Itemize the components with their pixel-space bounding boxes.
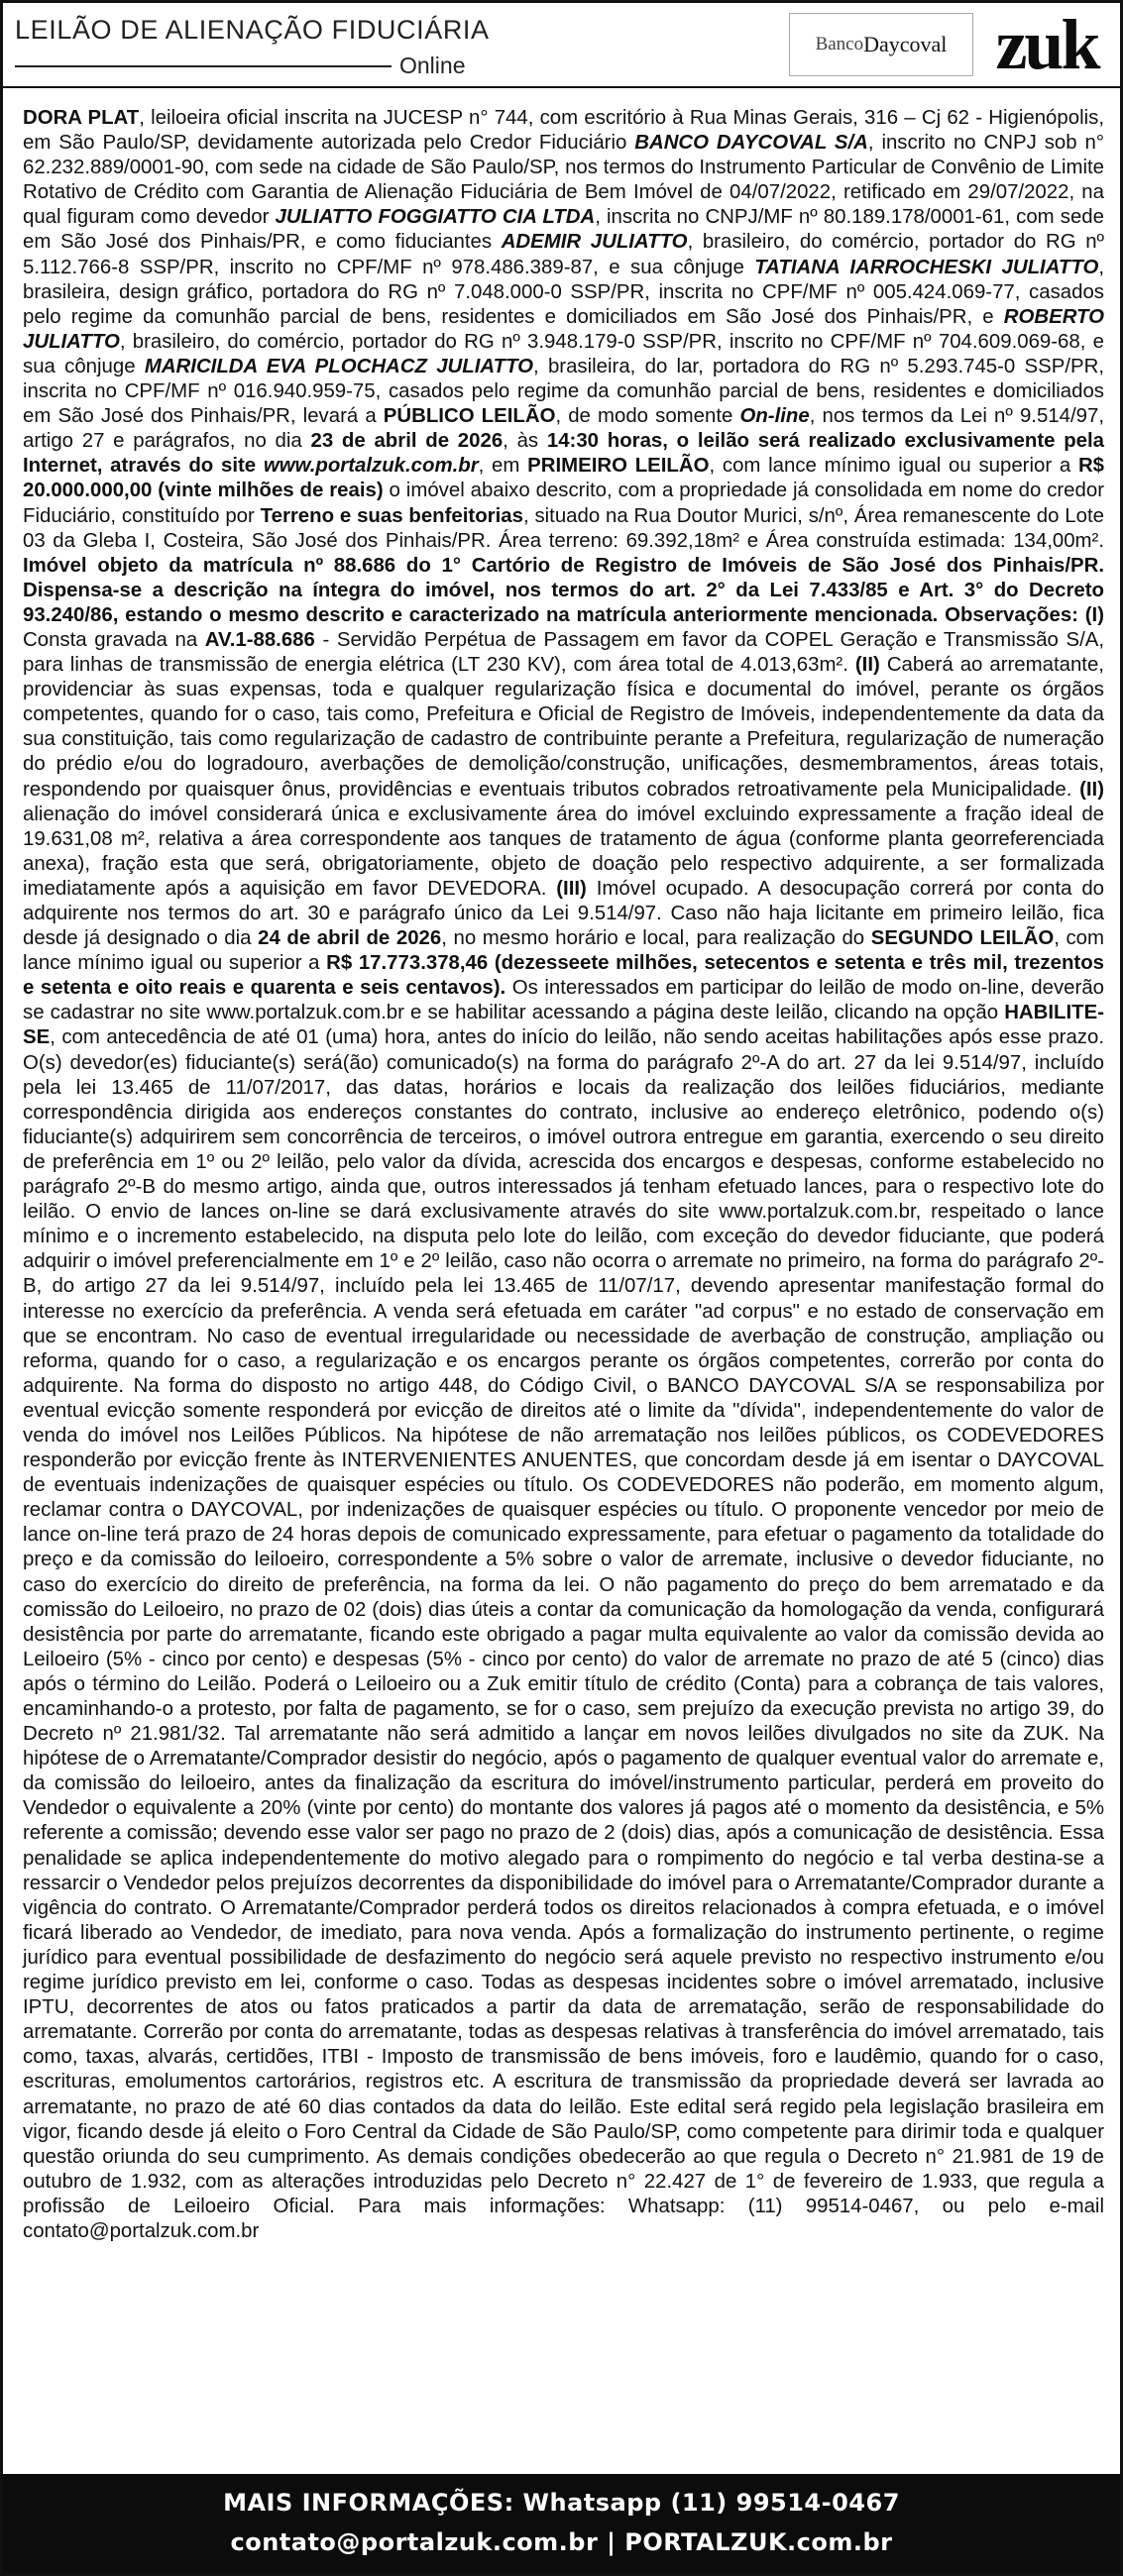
text-run: Os interessados em participar do leilão de modo on-line, deverão se cadastrar no site www.portalzuk.com.br e se habilitar acessando a página deste leilão, clicando na opção	[23, 977, 1104, 1024]
text-run: alienação do imóvel considerará única e exclusivamente área do imóvel excluindo expressamente a fração ideal de 19.631,08 m², relativa a área correspondente aos tanques de tratamento de água (conforme planta georreferenciada anexa), fração esta que será, obrigatoriamente, objeto de doação pelo respectivo adquirente, a ser formalizada imediatamente após a aquisição em favor DEVEDORA.	[23, 803, 1104, 900]
fiduciante-name: MARICILDA EVA PLOCHACZ JULIATTO	[144, 355, 534, 377]
first-auction-minimum-bid: R$ 20.000.000,00 (vinte milhões de reais)	[23, 455, 1105, 502]
edital-paragraph	[23, 106, 1104, 2244]
text-run: , de modo somente	[555, 405, 740, 428]
registry-entry: AV.1-88.686	[204, 628, 315, 651]
second-auction-minimum-bid: R$ 17.773.378,46 (dezesseete milhões, setecentos e setenta e três mil, trezentos e setenta e oito reais e quarenta e seis centavos).	[23, 952, 1105, 1000]
auctioneer-name: DORA PLAT	[23, 107, 140, 129]
habilite-se-label: HABILITE-SE	[23, 1002, 1104, 1049]
auction-time-note: 14:30 horas, o leilão será realizado exclusivamente pela Internet, através do site	[23, 430, 1105, 478]
title-underline	[15, 65, 392, 67]
text-run: Caberá ao arrematante, providenciar às suas expensas, toda e qualquer regularização física e documental do imóvel, perante os órgãos competentes, quando for o caso, tais como, Prefeitura e Oficial de Registro de Imóveis, independentemente da data da sua constituição, tais como regularização de cadastro de contribuinte perante a Prefeitura, regularização de numeração do prédio e/ou do logradouro, averbações de demolição/construção, unificações, desmembramentos, áreas totais, respondendo por quaisquer ônus, providências e eventuais tributos cobrados retroativamente pela Municipalidade.	[23, 654, 1104, 801]
observation-marker: (I)	[1084, 603, 1104, 626]
first-auction-label: PRIMEIRO LEILÃO	[527, 455, 710, 478]
observation-marker: (III)	[556, 877, 587, 900]
text-run: o imóvel abaixo descrito, com a propriedade já consolidada em nome do credor Fiduciário, constituído por	[23, 480, 1104, 527]
text-run: , brasileira, do lar, portadora do RG nº 5.293.745-0 SSP/PR, inscrita no CPF/MF nº 016.940.959-75, casados pelo regime da comunhão parcial de bens, residentes e domiciliados em São José dos Pinhais/PR, levará a	[23, 355, 1104, 428]
public-auction-label: PÚBLICO LEILÃO	[383, 405, 556, 428]
first-auction-date: 23 de abril de 2026	[310, 430, 504, 453]
notice-subtitle: Online	[399, 53, 466, 78]
property-type: Terreno e suas benfeitorias	[260, 504, 523, 527]
text-run: , às	[503, 430, 547, 453]
text-run: , brasileiro, do comércio, portador do RG nº 5.112.766-8 SSP/PR, inscrito no CPF/MF nº 978.486.389-87, e sua cônjuge	[23, 231, 1104, 278]
notice-header	[3, 3, 1120, 88]
text-run: , com lance mínimo igual ou superior a	[23, 927, 1105, 975]
banco-daycoval-logo	[789, 13, 973, 76]
second-auction-label: SEGUNDO LEILÃO	[870, 927, 1055, 950]
property-registry: Imóvel objeto da matrícula nº 88.686 do 1° Cartório de Registro de Imóveis de São José dos Pinhais/PR. Dispensa-se a descrição na íntegra do imóvel, nos termos do art. 2° da Lei 7.433/85 e Art. 3° do Decreto 93.240/86, estando o mesmo descrito e caracterizado na matrícula anteriormente mencionada. Observações:	[23, 554, 1104, 626]
fiduciante-name: ADEMIR JULIATTO	[501, 231, 688, 254]
text-run: , leiloeira oficial inscrita na JUCESP n° 744, com escritório à Rua Minas Gerais, 316 – Cj 62 - Higienópolis, em São Paulo/SP, devidamente autorizada pelo Credor Fiduciário	[23, 107, 1105, 155]
text-run: , inscrito no CNPJ sob n° 62.232.889/0001-90, com sede na cidade de São Paulo/SP, nos termos do Instrumento Particular de Convênio de Limite Rotativo de Crédito com Garantia de Alienação Fiduciária de Bem Imóvel de 04/07/2022, retificado em 29/07/2022, na qual figuram como devedor	[23, 132, 1104, 229]
online-label: On-line	[739, 405, 810, 428]
observation-marker: (II)	[854, 654, 880, 677]
text-run: Imóvel ocupado. A desocupação correrá por conta do adquirente nos termos do art. 30 e parágrafo único da Lei 9.514/97. Caso não haja licitante em primeiro leilão, fica desde já designado o dia	[23, 877, 1104, 950]
notice-title: LEILÃO DE ALIENAÇÃO FIDUCIÁRIA	[15, 15, 490, 45]
text-run: , no mesmo horário e local, para realização do	[441, 927, 871, 950]
text-run: , em	[478, 455, 528, 478]
text-run: , situado na Rua Doutor Murici, s/nº, Área remanescente do Lote 03 da Gleba I, Costeira, São José dos Pinhais/PR. Área terreno: 69.392,18m² e Área construída estimada: 134,00m².	[23, 504, 1104, 552]
text-run: - Servidão Perpétua de Passagem em favor da COPEL Geração e Transmissão S/A, para linhas de transmissão de energia elétrica (LT 230 KV), com área total de 4.013,63m².	[23, 628, 1104, 677]
text-run: , nos termos da Lei nº 9.514/97, artigo 27 e parágrafos, no dia	[23, 405, 1104, 453]
text-run: , brasileiro, do comércio, portador do RG nº 3.948.179-0 SSP/PR, inscrito no CPF/MF nº 704.609.069-68, e sua cônjuge	[23, 330, 1104, 377]
creditor-name: BANCO DAYCOVAL S/A	[634, 132, 868, 155]
fiduciante-name: TATIANA IARROCHESKI JULIATTO	[754, 256, 1099, 278]
auction-website: www.portalzuk.com.br	[263, 455, 479, 478]
second-auction-date: 24 de abril de 2026	[258, 927, 442, 950]
text-run: , brasileira, design gráfico, portadora do RG nº 7.048.000-0 SSP/PR, inscrita no CPF/MF nº 005.424.069-77, casados pelo regime da comunhão parcial de bens, residentes e domiciliados em São José dos Pinhais/PR, e	[23, 256, 1104, 328]
bank-logo-name: Daycoval	[863, 32, 948, 56]
debtor-name: JULIATTO FOGGIATTO CIA LTDA	[275, 206, 596, 229]
zuk-logo: zuk	[995, 4, 1098, 84]
text-run: Consta gravada na	[23, 628, 205, 651]
observation-marker: (II)	[1079, 778, 1104, 801]
text-run: , inscrita no CNPJ/MF nº 80.189.178/0001-61, com sede em São José dos Pinhais/PR, e como fiduciantes	[23, 206, 1104, 254]
footer-whatsapp-line: MAIS INFORMAÇÕES: Whatsapp (11) 99514-0467	[223, 2489, 900, 2517]
fiduciante-name: ROBERTO JULIATTO	[23, 305, 1104, 353]
bank-logo-prefix: Banco	[815, 34, 864, 54]
text-run: , com lance mínimo igual ou superior a	[709, 455, 1078, 478]
footer-email-site-line: contato@portalzuk.com.br | PORTALZUK.com.br	[230, 2528, 893, 2556]
edital-text	[23, 106, 1104, 2244]
text-run: , com antecedência de até 01 (uma) hora, antes do início do leilão, não sendo aceitas habilitações após esse prazo. O(s) devedor(es) fiduciante(s) será(ão) comunicado(s) na forma do parágrafo 2º-A do art. 27 da lei 9.514/97, incluído pela lei 13.465 de 11/07/2017, das datas, horários e locais da realização dos leilões fiduciários, mediante correspondência dirigida aos endereços constantes do contrato, inclusive ao endereço eletrônico, podendo o(s) fiduciante(s) adquirirem sem concorrência de terceiros, o imóvel outrora entregue em garantia, exercendo o seu direito de preferência em 1º ou 2º leilão, pelo valor da dívida, acrescida dos encargos e despesas, conforme estabelecido no parágrafo 2º-B do mesmo artigo, ainda que, outros interessados já tenham efetuado lances, para o respectivo lote do leilão. O envio de lances on-line se dará exclusivamente através do site www.portalzuk.com.br, respeitado o lance mínimo e o incremento estabelecido, na disputa pelo lote do leilão, com exceção do devedor fiduciante, que poderá adquirir o imóvel preferencialmente em 1º e 2º leilão, caso não ocorra o arremate no primeiro, na forma do parágrafo 2º-B, do artigo 27 da lei 9.514/97, incluído pela lei 13.465 de 11/07/17, devendo apresentar manifestação formal do interesse no exercício da preferência. A venda será efetuada em caráter "ad corpus" e no estado de conservação em que se encontram. No caso de eventual irregularidade ou necessidade de averbação de construção, ampliação ou reforma, quando for o caso, a regularização e os encargos perante os órgãos competentes, correrão por conta do adquirente. Na forma do disposto no artigo 448, do Código Civil, o BANCO DAYCOVAL S/A se responsabiliza por eventual evicção somente responderá por evicção de direitos até o limite da "dívida", independentemente do valor de venda do imóvel nos Leilões Públicos. Na hipótese de não arrematação nos leilões públicos, os CODEVEDORES responderão por evicção frente às INTERVENIENTES ANUENTES, que concordam desde já em isentar o DAYCOVAL de eventuais indenizações de quaisquer espécies ou título. Os CODEVEDORES não poderão, em momento algum, reclamar contra o DAYCOVAL, por indenizações de quaisquer espécies ou título. O proponente vencedor por meio de lance on-line terá prazo de 24 horas depois de comunicado expressamente, para efetuar o pagamento da totalidade do preço e da comissão do leiloeiro, correspondente a 5% sobre o valor de arremate, inclusive o devedor fiduciante, no caso do exercício do direito de preferência, na forma da lei. O não pagamento do preço do bem arrematado e da comissão do Leiloeiro, no prazo de 02 (dois) dias úteis a contar da comunicação da homologação da venda, configurará desistência por parte do arrematante, ficando este obrigado a pagar multa equivalente ao valor da comissão devida ao Leiloeiro (5% - cinco por cento) e despesas (5% - cinco por cento) do valor de arremate no prazo de até 5 (cinco) dias após o término do Leilão. Poderá o Leiloeiro ou a Zuk emitir título de crédito (Conta) para a cobrança de tais valores, encaminhando-o a protesto, por falta de pagamento, se for o caso, sem prejuízo da execução prevista no artigo 39, do Decreto nº 21.981/32. Tal arrematante não será admitido a lançar em novos leilões divulgados no site da ZUK. Na hipótese de o Arrematante/Comprador desistir do negócio, após o pagamento de qualquer eventual valor do arremate e, da comissão do leiloeiro, antes da finalização da escritura do imóvel/instrumento particular, perderá em proveito do Vendedor o equivalente a 20% (vinte por cento) do montante dos valores já pagos até o momento da desistência, e 5% referente a comissão; devendo esse valor ser pago no prazo de 2 (dois) dias, após a comunicação de desistência. Essa penalidade se aplica independentemente do motivo alegado para o rompimento do negócio e tal verba destina-se a ressarcir o Vendedor pelos prejuízos decorrentes da disponibilidade do imóvel para o Arrematante/Comprador durante a vigência do contrato. O Arrematante/Comprador perderá todos os direitos relacionados à compra efetuada, e o imóvel ficará liberado ao Vendedor, de imediato, para nova venda. Após a formalização do instrumento pertinente, o regime jurídico para eventual possibilidade de desfazimento do negócio será aquele previsto no respectivo instrumento e/ou regime jurídico previsto em lei, conforme o caso. Todas as despesas incidentes sobre o imóvel arrematado, inclusive IPTU, decorrentes de atos ou fatos praticados a partir da data de arrematação, serão de responsabilidade do arrematante. Correrão por conta do arrematante, todas as despesas relativas à transferência do imóvel arrematado, tais como, taxas, alvarás, certidões, ITBI - Imposto de transmissão de bens imóveis, foro e laudêmio, quando for o caso, escrituras, emolumentos cartorários, registros etc. A escritura de transmissão da propriedade deverá ser lavrada ao arrematante, no prazo de até 60 dias contados da data do leilão. Este edital será regido pela legislação brasileira em vigor, ficando desde já eleito o Foro Central da Cidade de São Paulo/SP, como competente para dirimir toda e qualquer questão oriunda do seu cumprimento. As demais condições obedecerão ao que regula o Decreto n° 21.981 de 19 de outubro de 1.932, com as alterações introduzidas pelo Decreto n° 22.427 de 1° de fevereiro de 1.933, que regula a profissão de Leiloeiro Oficial. Para mais informações: Whatsapp: (11) 99514-0467, ou pelo e-mail contato@portalzuk.com.br	[23, 1026, 1104, 2242]
contact-footer	[3, 2474, 1120, 2573]
